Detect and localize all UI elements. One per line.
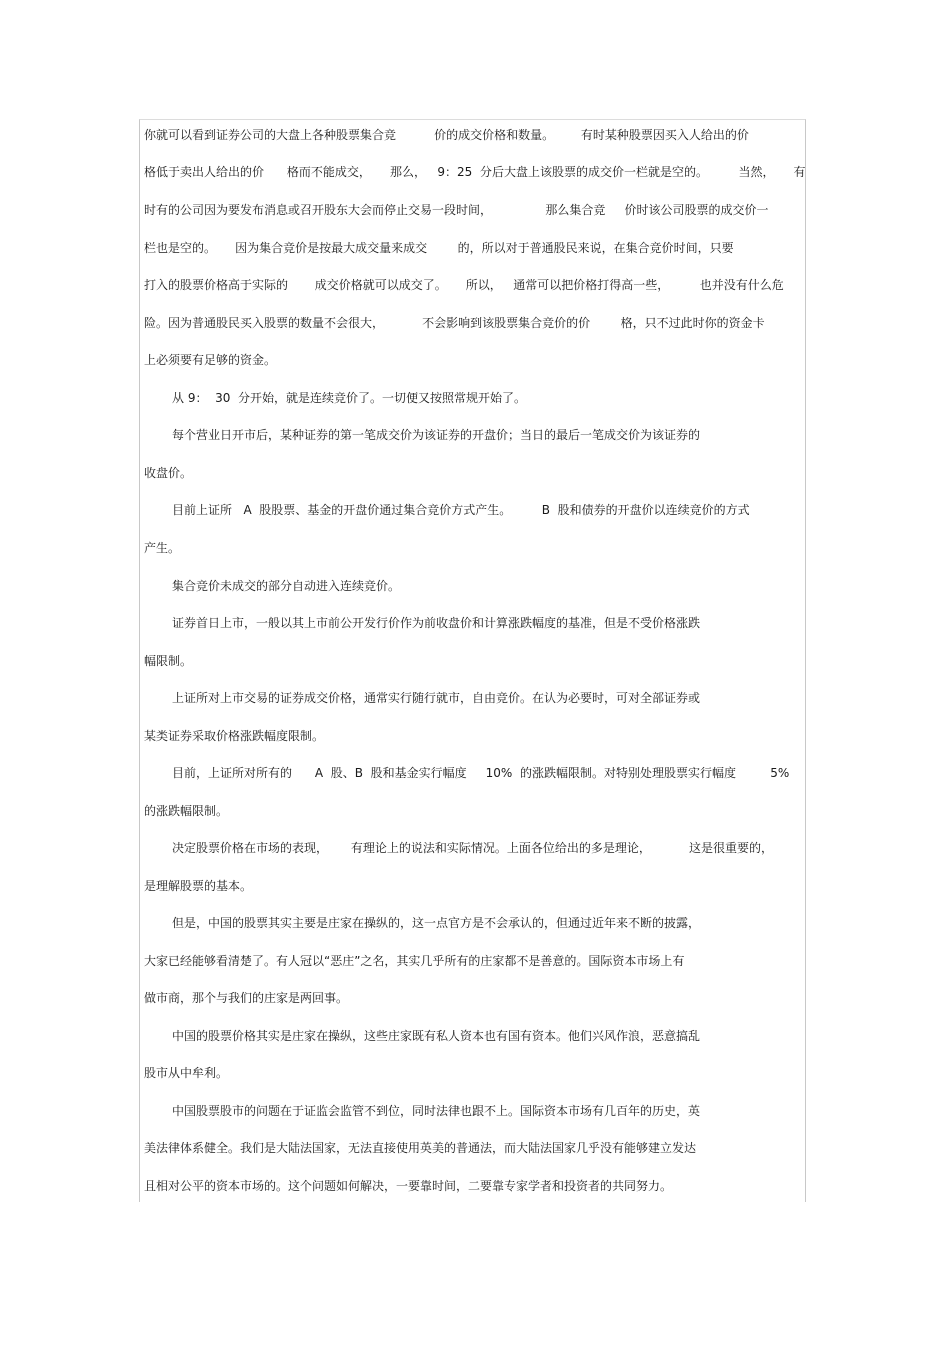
text-line: 美法律体系健全。我们是大陆法国家，无法直接使用英美的普通法，而大陆法国家几乎没有能够建立发达: [144, 1141, 697, 1155]
text-line: 证券首日上市，一般以其上市前公开发行价作为前收盘价和计算涨跌幅度的基准，但是不受价格涨跌: [172, 616, 701, 630]
text-line: 中国的股票价格其实是庄家在操纵，这些庄家既有私人资本也有国有资本。他们兴风作浪，恶意搞乱: [172, 1029, 701, 1043]
text-line: 收盘价。: [144, 466, 193, 480]
text-line: 险。因为普通股民买入股票的数量不会很大， 不会影响到该股票集合竞价的价 格，只不过此时你的资金卡: [144, 316, 765, 330]
text-line: 栏也是空的。 因为集合竞价是按最大成交量来成交 的，所以对于普通股民来说，在集合竞价时间，只要: [144, 241, 734, 255]
text-line: 上必须要有足够的资金。: [144, 353, 277, 367]
text-line: 每个营业日开市后，某种证券的第一笔成交价为该证券的开盘价；当日的最后一笔成交价为该证券的: [172, 428, 701, 442]
text-line: 中国股票股市的问题在于证监会监管不到位，同时法律也跟不上。国际资本市场有几百年的历史，英: [172, 1104, 701, 1118]
text-line: 你就可以看到证券公司的大盘上各种股票集合竞 价的成交价格和数量。 有时某种股票因买入人给出的价: [144, 128, 749, 142]
text-line: 目前，上证所对所有的 A 股、B 股和基金实行幅度 10% 的涨跌幅限制。对特别处理股票实行幅度 5%: [172, 766, 790, 780]
text-line: 产生。: [144, 541, 181, 555]
text-line: 的涨跌幅限制。: [144, 804, 229, 818]
text-line: 从 9： 30 分开始，就是连续竞价了。一切便又按照常规开始了。: [172, 391, 526, 405]
text-line: 上证所对上市交易的证券成交价格，通常实行随行就市，自由竞价。在认为必要时，可对全部证券或: [172, 691, 701, 705]
text-line: 幅限制。: [144, 654, 193, 668]
text-line: 打入的股票价格高于实际的 成交价格就可以成交了。 所以， 通常可以把价格打得高一些， 也并没有什么危: [144, 278, 784, 292]
text-line: 但是，中国的股票其实主要是庄家在操纵的，这一点官方是不会承认的，但通过近年来不断的披露，: [172, 916, 701, 930]
text-line: 目前上证所 A 股股票、基金的开盘价通过集合竞价方式产生。 B 股和债券的开盘价以连续竞价的方式: [172, 503, 750, 517]
text-line: 决定股票价格在市场的表现， 有理论上的说法和实际情况。上面各位给出的多是理论， 这是很重要的，: [172, 841, 774, 855]
text-line: 格低于卖出人给出的价 格而不能成交， 那么， 9：25 分后大盘上该股票的成交价一栏就是空的。 当然， 有: [144, 165, 806, 179]
text-line: 股市从中牟利。: [144, 1066, 229, 1080]
text-line: 大家已经能够看清楚了。有人冠以“恶庄”之名，其实几乎所有的庄家都不是善意的。国际资本市场上有: [144, 954, 685, 968]
text-line: 集合竞价未成交的部分自动进入连续竞价。: [172, 579, 401, 593]
text-line: 时有的公司因为要发布消息或召开股东大会而停止交易一段时间， 那么集合竞 价时该公司股票的成交价一: [144, 203, 769, 217]
text-line: 是理解股票的基本。: [144, 879, 253, 893]
text-line: 某类证券采取价格涨跌幅度限制。: [144, 729, 325, 743]
text-line: 做市商，那个与我们的庄家是两回事。: [144, 991, 349, 1005]
text-line: 且相对公平的资本市场的。这个问题如何解决，一要靠时间，二要靠专家学者和投资者的共同努力。: [144, 1179, 673, 1193]
